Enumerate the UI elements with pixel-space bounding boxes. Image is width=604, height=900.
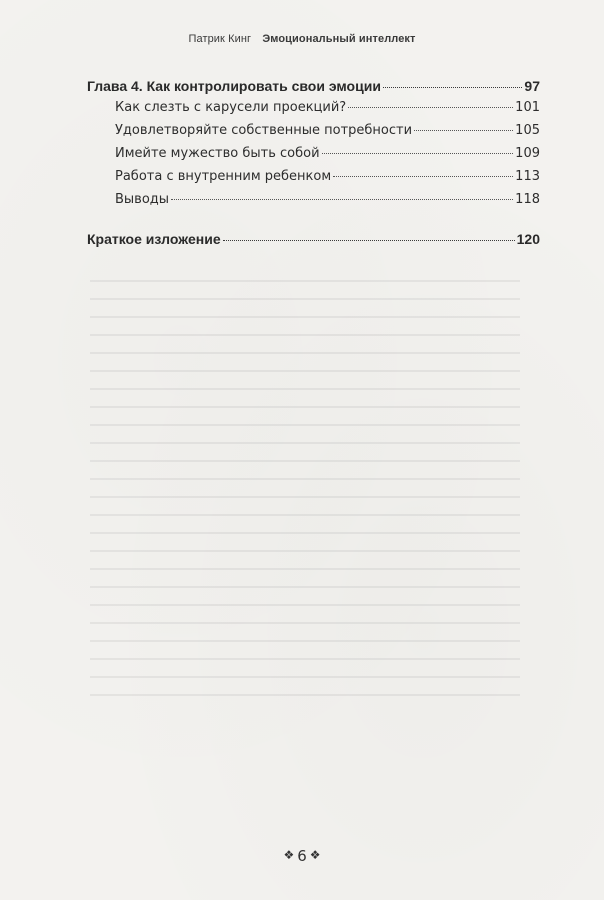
ornament-icon: ❖: [309, 848, 321, 862]
running-head: [0, 33, 604, 45]
toc-dot-leader: [414, 130, 513, 131]
table-of-contents: [87, 78, 540, 215]
toc-section-label: Работа с внутренним ребенком: [115, 169, 332, 184]
toc-dot-leader: [348, 107, 513, 108]
toc-section-label: Удовлетворяйте собственные потребности: [115, 123, 413, 138]
running-head-author: Патрик Кинг: [188, 33, 252, 45]
toc-dot-leader: [383, 87, 522, 88]
toc-summary-block: [87, 231, 540, 253]
toc-section-page: 109: [515, 146, 540, 161]
toc-section-label: Как слезть с карусели проекций?: [115, 100, 347, 115]
toc-section-label: Имейте мужество быть собой: [115, 146, 320, 161]
toc-section-label: Выводы: [115, 192, 170, 207]
page-footer: [0, 847, 604, 865]
toc-summary-label: Краткое изложение: [87, 231, 221, 247]
show-through-texture: [90, 280, 520, 800]
toc-chapter-entry: [87, 78, 540, 100]
toc-section-page: 113: [515, 169, 540, 184]
ornament-icon: ❖: [283, 848, 295, 862]
toc-dot-leader: [333, 176, 513, 177]
toc-section-entry: [87, 169, 540, 192]
toc-dot-leader: [171, 199, 513, 200]
running-head-title: Эмоциональный интеллект: [262, 33, 416, 45]
toc-section-page: 101: [515, 100, 540, 115]
toc-section-entry: [87, 192, 540, 215]
toc-chapter-page: 97: [524, 78, 540, 94]
toc-chapter-label: Глава 4. Как контролировать свои эмоции: [87, 78, 381, 94]
toc-section-entry: [87, 146, 540, 169]
toc-dot-leader: [322, 153, 514, 154]
page-number: 6: [297, 847, 307, 865]
toc-summary-page: 120: [516, 231, 540, 247]
toc-section-page: 105: [515, 123, 540, 138]
toc-section-entry: [87, 100, 540, 123]
toc-section-entry: [87, 123, 540, 146]
toc-summary-entry: [87, 231, 540, 253]
toc-section-page: 118: [515, 192, 540, 207]
toc-dot-leader: [223, 240, 515, 241]
